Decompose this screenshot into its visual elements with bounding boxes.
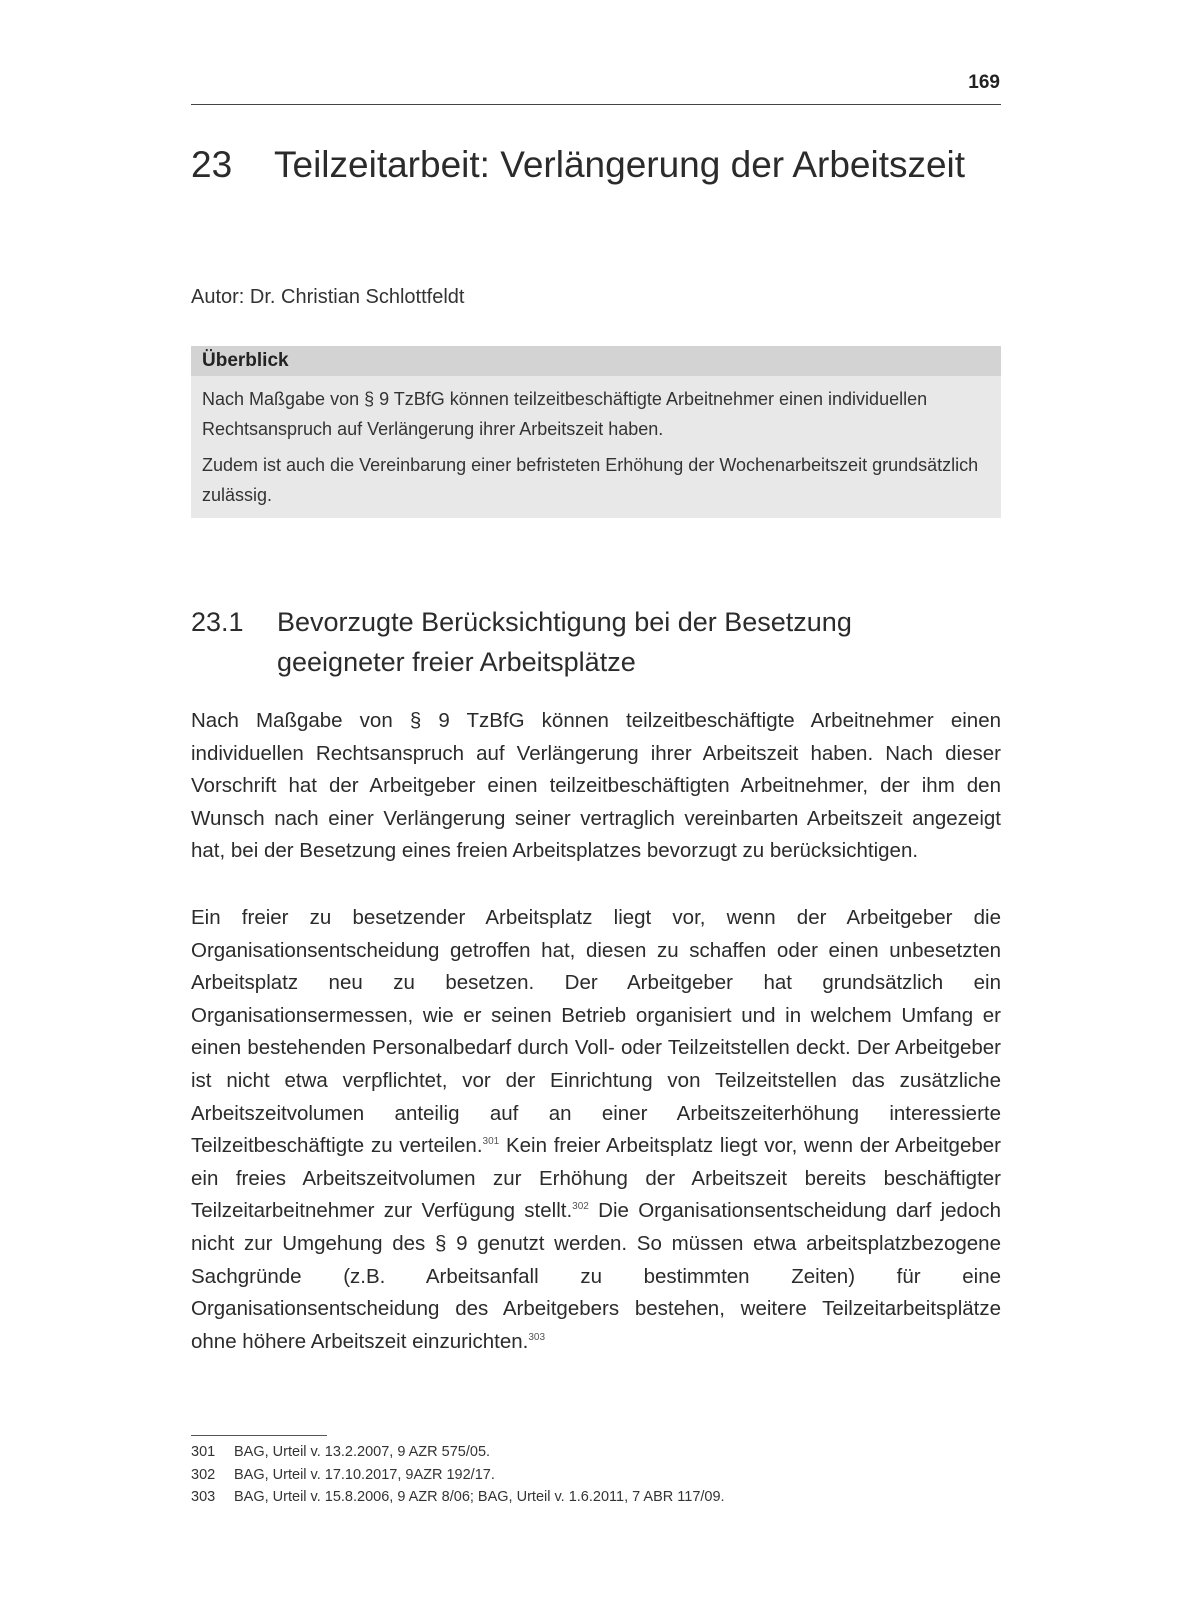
paragraph-text: Ein freier zu besetzender Arbeitsplatz liegt vor, wenn der Arbeitgeber die Organisationsentscheidung getroffen hat, diesen zu schaffen oder einen unbesetzten Arbeitsplatz neu zu besetzen. Der Arbeitgeber hat grundsätzlich ein Organisationsermessen, wie er seinen Betrieb organisiert und in welchem Umfang er einen bestehenden Personalbedarf durch Voll- oder Teilzeitstellen deckt. Der Arbeitgeber ist nicht etwa verpflichtet, vor der Einrichtung von Teilzeitstellen das zusätzliche Arbeitszeitvolumen anteilig auf an einer Arbeitszeiterhöhung interessierte Teilzeitbeschäftigte zu verteilen. [191, 906, 1001, 1158]
section-number: 23.1 [191, 607, 244, 637]
footnotes [191, 1441, 1001, 1509]
overview-title: Überblick [191, 346, 1001, 376]
overview-box [191, 346, 1001, 518]
footnote-reference[interactable]: 303 [528, 1331, 546, 1343]
body-paragraph-1: Nach Maßgabe von § 9 TzBfG können teilzeitbeschäftigte Arbeitnehmer einen individuellen Rechtsanspruch auf Verlängerung ihrer Arbeitszeit haben. Nach dieser Vorschrift hat der Arbeitgeber einen teilzeitbeschäftigten Arbeitnehmer, der ihm den Wunsch nach einer Verlängerung seiner vertraglich vereinbarten Arbeitszeit angezeigt hat, bei der Besetzung eines freien Arbeitsplatzes bevorzugt zu berücksichtigen. [191, 709, 1001, 863]
footnote-number: 302 [191, 1466, 216, 1483]
footnote-text: BAG, Urteil v. 13.2.2007, 9 AZR 575/05. [234, 1444, 491, 1460]
body-paragraph-2 [191, 902, 1001, 1358]
chapter-title: Teilzeitarbeit: Verlängerung der Arbeitszeit [274, 144, 966, 185]
overview-paragraph: Zudem ist auch die Vereinbarung einer befristeten Erhöhung der Wochenarbeitszeit grundsätzlich zulässig. [202, 455, 979, 505]
footnote-number: 303 [191, 1489, 216, 1505]
page-number: 169 [968, 72, 1000, 93]
footnote-number: 301 [191, 1444, 216, 1460]
footnote [191, 1486, 1001, 1509]
footnote-reference[interactable]: 302 [572, 1201, 589, 1213]
footnote-text: BAG, Urteil v. 15.8.2006, 9 AZR 8/06; BAG, Urteil v. 1.6.2011, 7 ABR 117/09. [234, 1489, 725, 1505]
paragraph-text: Die Organisationsentscheidung darf jedoch nicht zur Umgehung des § 9 genutzt werden. So müssen etwa arbeitsplatzbezogene Sachgründe (z.B. Arbeitsanfall zu bestimmten Zeiten) für eine Organisationsentscheidung des Arbeitgebers bestehen, weitere Teilzeitarbeitsplätze ohne höhere Arbeitszeit einzurichten. [191, 1199, 1001, 1353]
footnote-reference[interactable]: 301 [482, 1136, 500, 1148]
author-line: Autor: Dr. Christian Schlottfeldt [191, 286, 465, 308]
header-divider [191, 104, 1001, 105]
overview-body [191, 376, 1001, 510]
footnote-divider [191, 1435, 327, 1436]
overview-paragraph: Nach Maßgabe von § 9 TzBfG können teilzeitbeschäftigte Arbeitnehmer einen individuellen Rechtsanspruch auf Verlängerung ihrer Arbeitszeit haben. [202, 389, 928, 439]
footnote [191, 1464, 1001, 1487]
paragraph-text: Kein freier Arbeitsplatz liegt vor, wenn der Arbeitgeber ein freies Arbeitszeitvolumen zur Erhöhung der Arbeitszeit bereits beschäftigter Teilzeitarbeitnehmer zur Verfügung stellt. [191, 1134, 1001, 1223]
footnote [191, 1441, 1001, 1464]
chapter-number: 23 [191, 144, 233, 185]
footnote-text: BAG, Urteil v. 17.10.2017, 9AZR 192/17. [234, 1466, 495, 1483]
section-title: Bevorzugte Berücksichtigung bei der Besetzung geeigneter freier Arbeitsplätze [277, 607, 852, 677]
